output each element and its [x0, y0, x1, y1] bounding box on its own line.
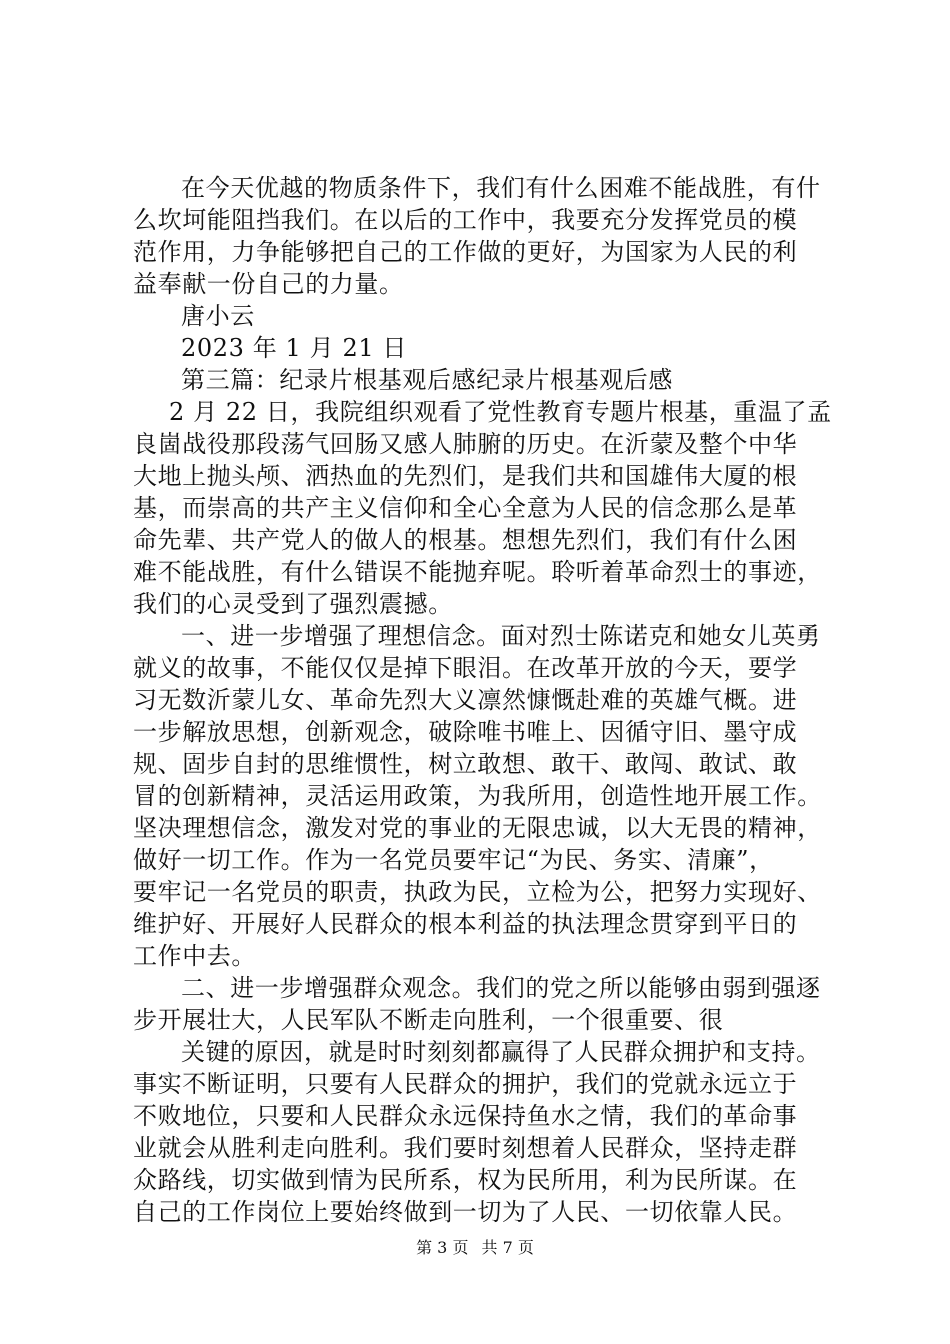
page-footer [0, 1238, 950, 1258]
text-line: 事实不断证明，只要有人民群众的拥护，我们的党就永远立于 [133, 1070, 798, 1098]
text-line: 一、进一步增强了理想信念。面对烈士陈诺克和她女儿英勇 [181, 622, 821, 650]
text-line: 我们的心灵受到了强烈震撼。 [133, 590, 453, 618]
signature-date: 2023 年 1 月 21 日 [181, 334, 408, 362]
text-line: 业就会从胜利走向胜利。我们要时刻想着人民群众，坚持走群 [133, 1134, 798, 1162]
text-line: 益奉献一份自己的力量。 [133, 270, 404, 298]
text-line: 难不能战胜，有什么错误不能抛弃呢。聆听着革命烈士的事迹， [133, 558, 822, 586]
text-line: 习无数沂蒙儿女、革命先烈大义凛然慷慨赴难的英雄气概。进 [133, 686, 798, 714]
section-title: 第三篇：纪录片根基观后感纪录片根基观后感 [181, 366, 673, 394]
text-line: 工作中去。 [133, 942, 256, 970]
text-line: 在今天优越的物质条件下，我们有什么困难不能战胜，有什 [181, 174, 821, 202]
text-line: 良崮战役那段荡气回肠又感人肺腑的历史。在沂蒙及整个中华 [133, 430, 798, 458]
text-line: 做好一切工作。作为一名党员要牢记“为民、务实、清廉”， [133, 846, 774, 874]
text-line: 一步解放思想，创新观念，破除唯书唯上、因循守旧、墨守成 [133, 718, 798, 746]
text-line: 维护好、开展好人民群众的根本利益的执法理念贯穿到平日的 [133, 910, 798, 938]
text-line: 么坎坷能阻挡我们。在以后的工作中，我要充分发挥党员的模 [133, 206, 798, 234]
signature-name: 唐小云 [181, 302, 255, 330]
text-line: 基，而崇高的共产主义信仰和全心全意为人民的信念那么是革 [133, 494, 798, 522]
page-total: 共 7 页 [481, 1238, 534, 1257]
text-line: 二、进一步增强群众观念。我们的党之所以能够由弱到强逐 [181, 974, 821, 1002]
text-line: 关键的原因，就是时时刻刻都赢得了人民群众拥护和支持。 [181, 1038, 821, 1066]
text-line: 冒的创新精神，灵活运用政策，为我所用，创造性地开展工作。 [133, 782, 822, 810]
document-body [133, 172, 833, 1228]
text-line: 坚决理想信念，激发对党的事业的无限忠诚，以大无畏的精神， [133, 814, 822, 842]
text-line: 规、固步自封的思维惯性，树立敢想、敢干、敢闯、敢试、敢 [133, 750, 798, 778]
text-line: 2 月 22 日，我院组织观看了党性教育专题片根基，重温了孟 [169, 398, 832, 426]
text-line: 就义的故事，不能仅仅是掉下眼泪。在改革开放的今天，要学 [133, 654, 798, 682]
text-line: 范作用，力争能够把自己的工作做的更好，为国家为人民的利 [133, 238, 798, 266]
text-line: 众路线，切实做到情为民所系，权为民所用，利为民所谋。在 [133, 1166, 798, 1194]
text-line: 自己的工作岗位上要始终做到一切为了人民、一切依靠人民。 [133, 1198, 798, 1226]
text-line: 步开展壮大，人民军队不断走向胜利，一个很重要、很 [133, 1006, 724, 1034]
text-line: 大地上抛头颅、洒热血的先烈们，是我们共和国雄伟大厦的根 [133, 462, 798, 490]
page-number: 第 3 页 [416, 1238, 469, 1257]
text-line: 命先辈、共产党人的做人的根基。想想先烈们，我们有什么困 [133, 526, 798, 554]
text-line: 要牢记一名党员的职责，执政为民，立检为公，把努力实现好、 [133, 878, 822, 906]
text-line: 不败地位，只要和人民群众永远保持鱼水之情，我们的革命事 [133, 1102, 798, 1130]
